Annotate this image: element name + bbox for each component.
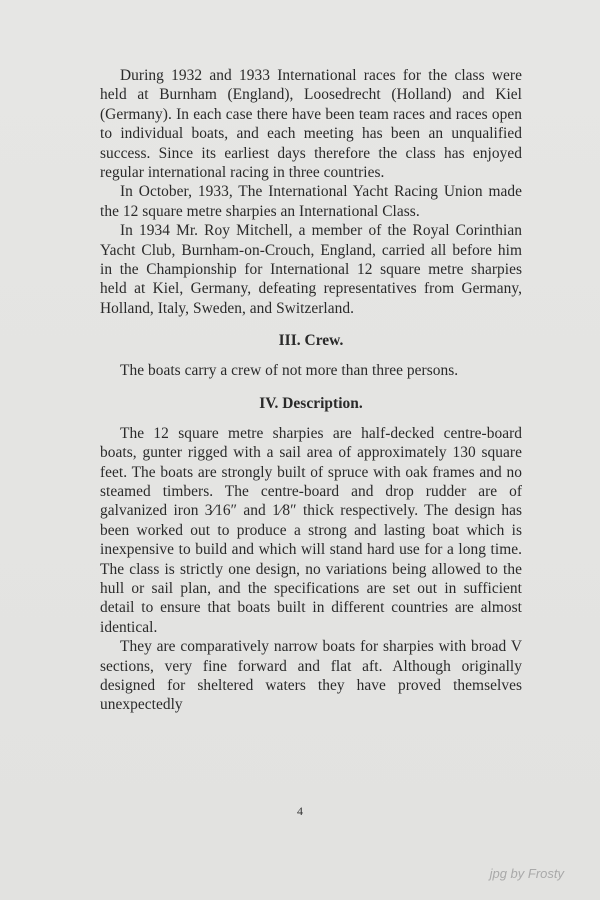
paragraph-description-2: They are comparatively narrow boats for sharpies with broad V sections, very fine forward and flat aft. Although originally designed for sheltered waters they have proved themselves unexpectedly: [100, 638, 522, 714]
paragraph-description-1: The 12 square metre sharpies are half-decked centre-board boats, gunter rigged with a sail area of approximately 130 square feet. The boats are strongly built of spruce with oak frames and no steamed timbers. The centre-board and drop rudder are of galvanized iron 3⁄16″ and 1⁄8″ thick respectively. The design has been worked out to produce a strong and lasting boat which is inexpensive to build and which will stand hard use for a long time. The class is strictly one design, no variations being allowed to the hull or sail plan, and the specifications are set out in sufficient detail to ensure that boats built in different countries are almost identical.: [100, 424, 522, 636]
page-number: 4: [297, 804, 303, 818]
paragraph-international-races: During 1932 and 1933 International races for the class were held at Burnham (England), Loosedrecht (Holland) and Kiel (Germany). In each case there have been team races and races open to individual boats, and each meeting has been an unqualified success. Since its earliest days therefore the class has enjoyed regular international racing in three countries.: [100, 67, 522, 182]
body-text: [100, 66, 522, 715]
paragraph-international-class: In October, 1933, The International Yacht Racing Union made the 12 square metre sharpies an International Class.: [100, 183, 522, 220]
heading-description: IV. Description.: [259, 394, 363, 412]
heading-crew: III. Crew.: [278, 332, 344, 350]
watermark: jpg by Frosty: [489, 866, 564, 881]
paragraph-crew: The boats carry a crew of not more than three persons.: [120, 362, 459, 380]
paragraph-roy-mitchell: In 1934 Mr. Roy Mitchell, a member of the Royal Corinthian Yacht Club, Burnham-on-Crouch, England, carried all before him in the Championship for International 12 square metre sharpies held at Kiel, Germany, defeating representatives from Germany, Holland, Italy, Sweden, and Switzerland.: [100, 222, 522, 317]
